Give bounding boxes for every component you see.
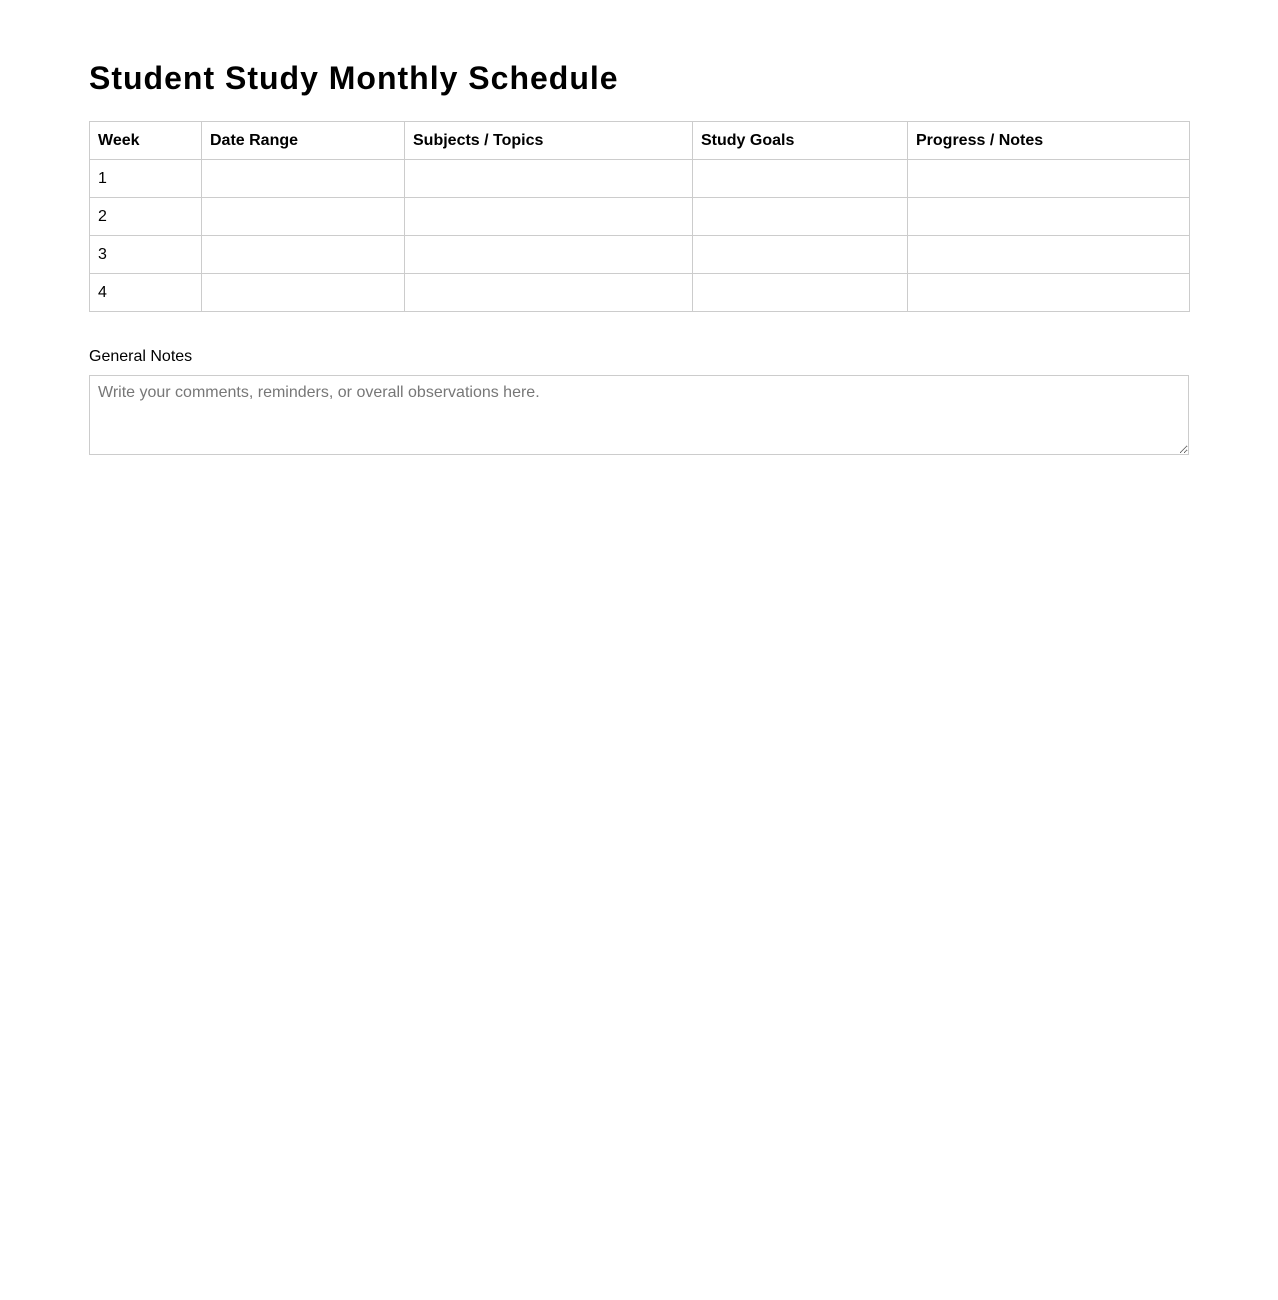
week-cell: 2: [90, 198, 202, 236]
date-range-cell[interactable]: [202, 236, 405, 274]
subjects-cell[interactable]: [405, 274, 693, 312]
schedule-table: [89, 121, 1190, 312]
general-notes-label: General Notes: [89, 348, 193, 365]
date-range-cell[interactable]: [202, 198, 405, 236]
subjects-cell[interactable]: [405, 198, 693, 236]
subjects-cell[interactable]: [405, 236, 693, 274]
table-row: [90, 160, 1190, 198]
table-row: [90, 274, 1190, 312]
table-row: [90, 198, 1190, 236]
progress-cell[interactable]: [908, 274, 1190, 312]
column-header-subjects: Subjects / Topics: [405, 122, 693, 160]
column-header-progress: Progress / Notes: [908, 122, 1190, 160]
week-cell: 3: [90, 236, 202, 274]
goals-cell[interactable]: [693, 236, 908, 274]
progress-cell[interactable]: [908, 198, 1190, 236]
progress-cell[interactable]: [908, 160, 1190, 198]
week-cell: 1: [90, 160, 202, 198]
subjects-cell[interactable]: [405, 160, 693, 198]
page-title: Student Study Monthly Schedule: [89, 60, 619, 96]
goals-cell[interactable]: [693, 160, 908, 198]
table-row: [90, 236, 1190, 274]
progress-cell[interactable]: [908, 236, 1190, 274]
week-cell: 4: [90, 274, 202, 312]
date-range-cell[interactable]: [202, 274, 405, 312]
date-range-cell[interactable]: [202, 160, 405, 198]
column-header-week: Week: [90, 122, 202, 160]
table-header-row: [90, 122, 1190, 160]
column-header-goals: Study Goals: [693, 122, 908, 160]
goals-cell[interactable]: [693, 198, 908, 236]
column-header-date-range: Date Range: [202, 122, 405, 160]
general-notes-textarea[interactable]: [89, 375, 1189, 455]
goals-cell[interactable]: [693, 274, 908, 312]
